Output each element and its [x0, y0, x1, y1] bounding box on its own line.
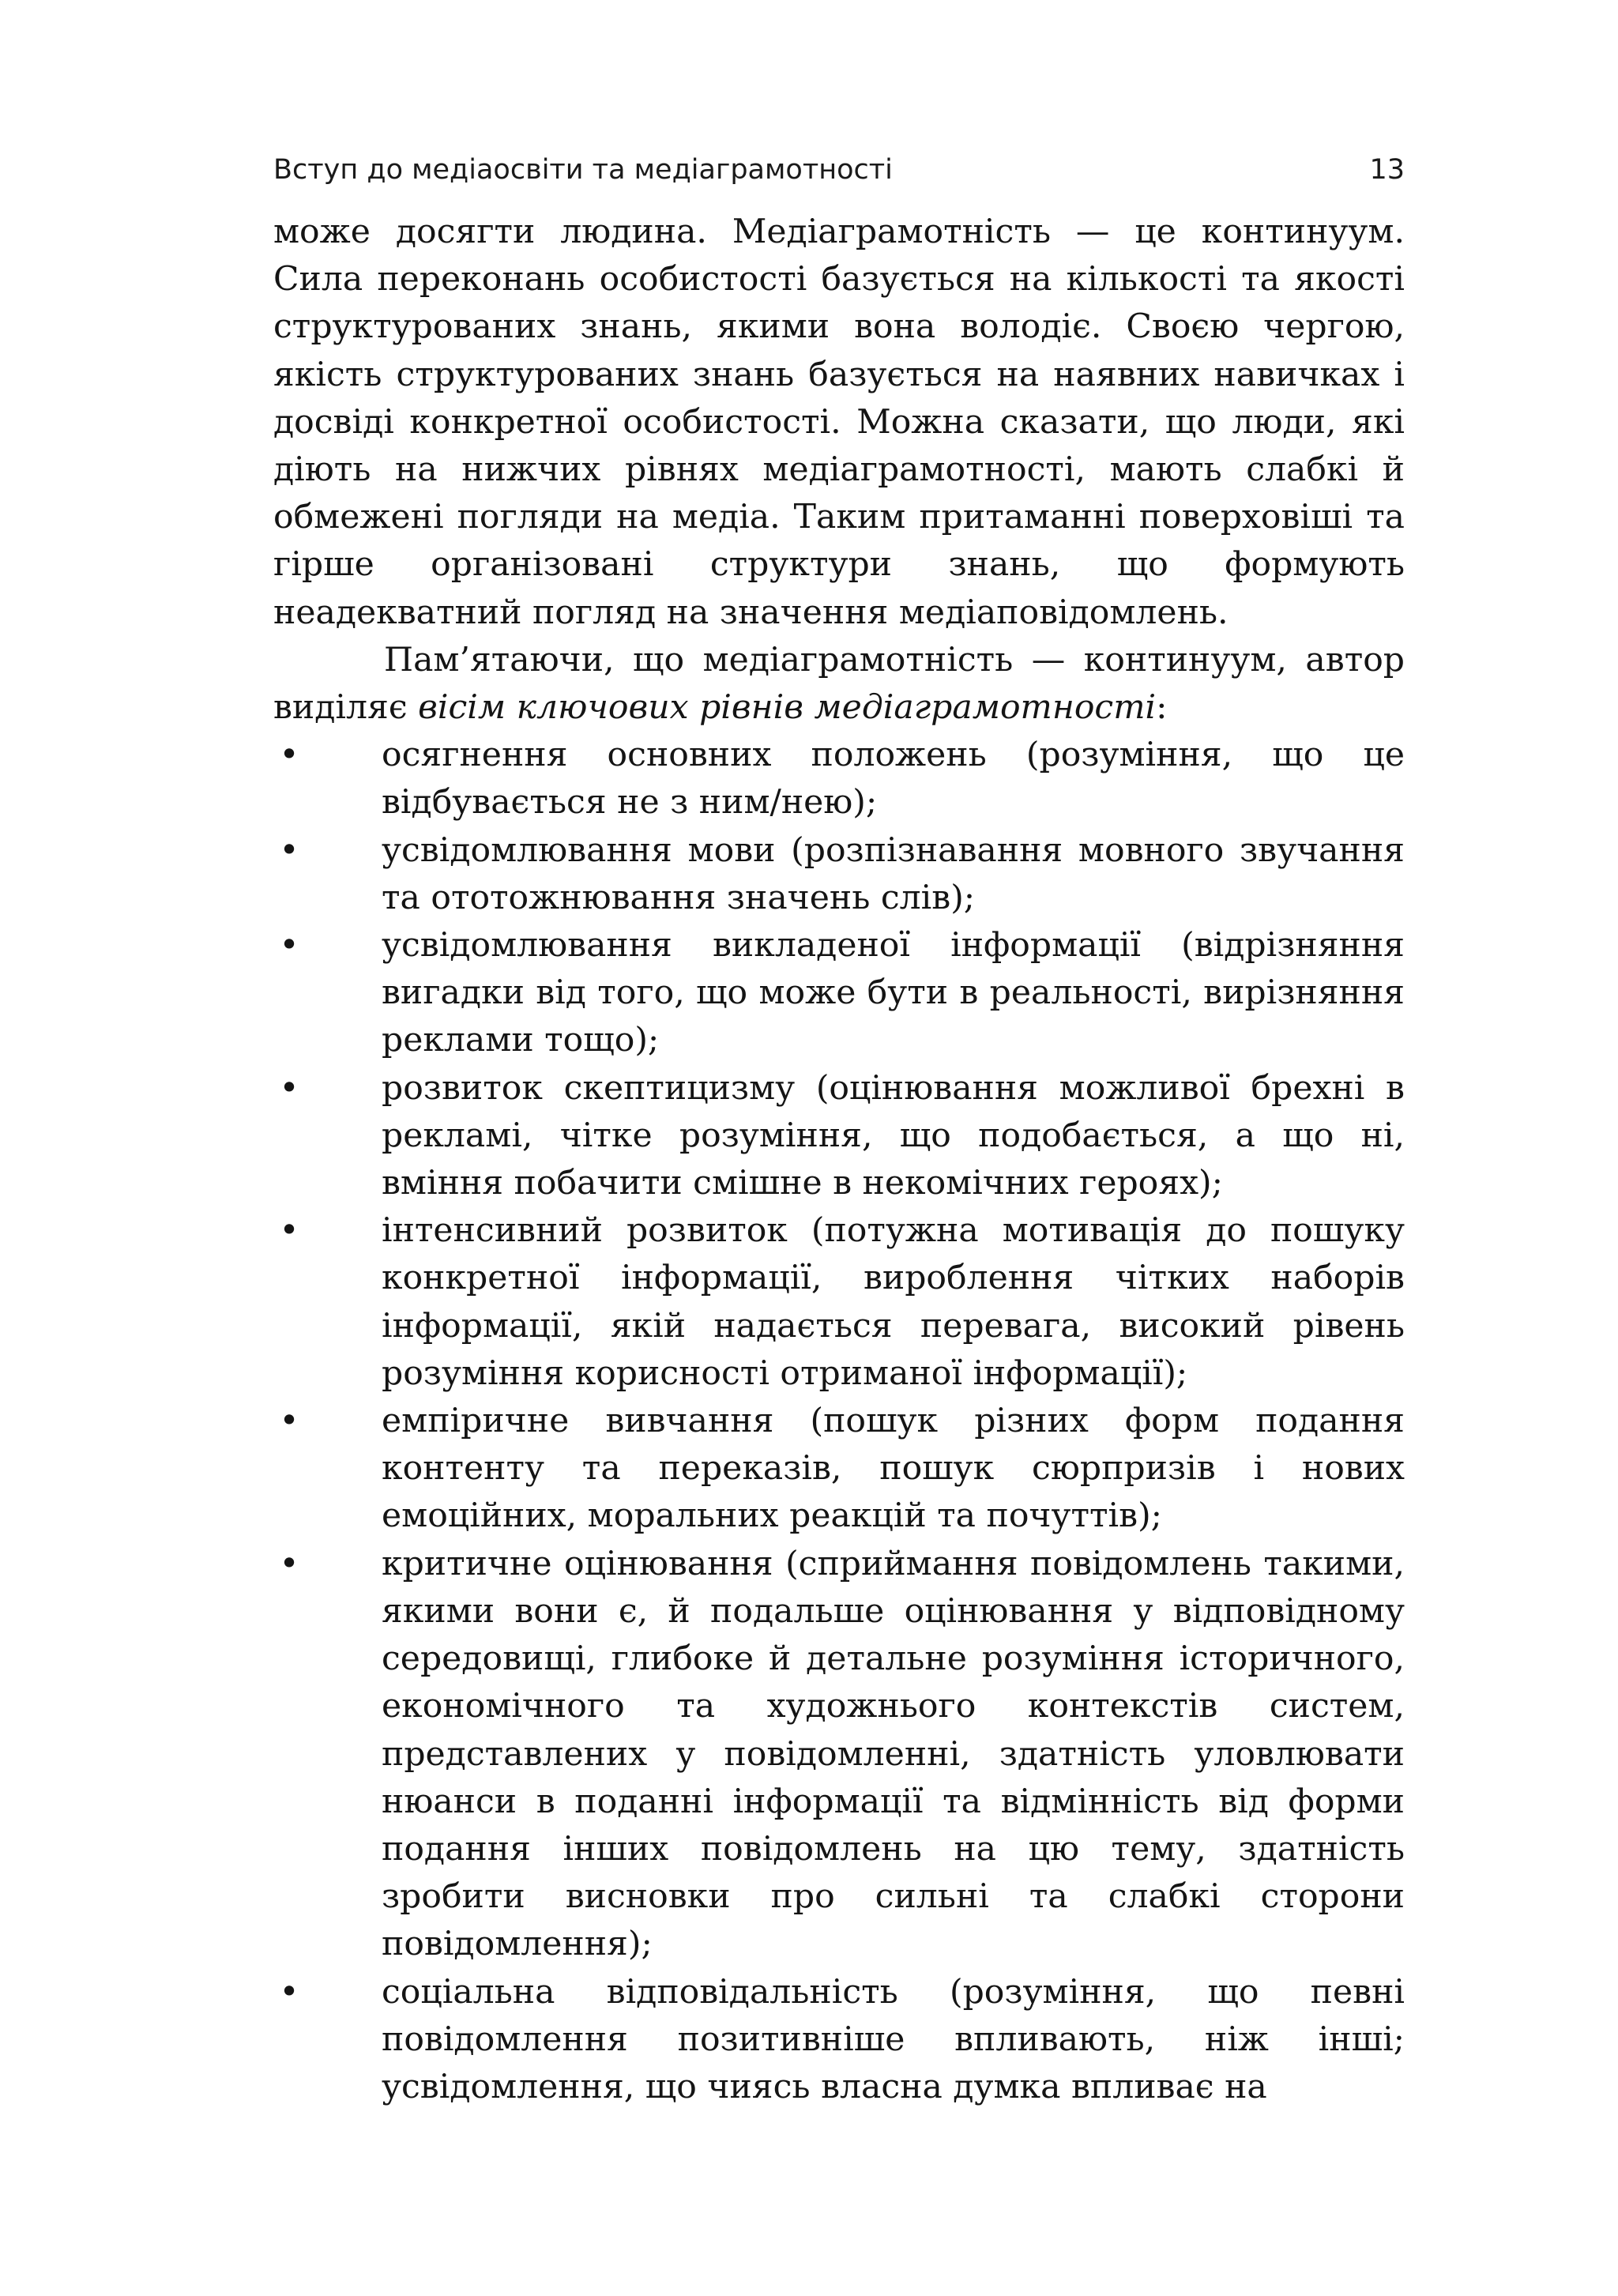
list-item: [273, 827, 1405, 922]
list-item: [273, 1207, 1405, 1398]
bullet-icon: •: [279, 1068, 299, 1108]
body-text: [273, 209, 1405, 2111]
list-item-text: усвідомлювання викладеної інформації (відрізняння вигадки від того, що може бути в реальності, вирізняння реклами тощо);: [382, 926, 1405, 1060]
bullet-icon: •: [279, 926, 299, 965]
chapter-title: Вступ до медіаосвіти та медіаграмотності: [273, 154, 893, 186]
intro-lead: Пам’ятаючи, що медіаграмотність — континуум, автор виділяє: [273, 640, 1405, 728]
list-item: [273, 1398, 1405, 1541]
levels-list: [273, 732, 1405, 2111]
list-item-text: розвиток скептицизму (оцінювання можливої брехні в рекламі, чітке розуміння, що подобається, а що ні, вміння побачити смішне в некомічних героях);: [382, 1068, 1405, 1203]
page-number: 13: [1369, 154, 1405, 186]
list-item-text: соціальна відповідальність (розуміння, що певні повідомлення позитивніше впливають, ніж інші; усвідомлення, що чиясь власна думка впливає на: [382, 1972, 1405, 2106]
list-item: [273, 1969, 1405, 2112]
list-item: [273, 732, 1405, 826]
bullet-icon: •: [279, 830, 299, 870]
list-item-text: емпіричне вивчання (пошук різних форм подання контенту та переказів, пошук сюрпризів і нових емоційних, моральних реакцій та почуттів);: [382, 1402, 1405, 1536]
intro-emphasis: вісім ключових рівнів медіаграмотності: [418, 688, 1157, 728]
list-item-text: інтенсивний розвиток (потужна мотивація до пошуку конкретної інформації, вироблення чітких наборів інформації, якій надається перевага, високий рівень розуміння корисності отриманої інформації);: [382, 1211, 1405, 1393]
list-item: [273, 922, 1405, 1065]
bullet-icon: •: [279, 1972, 299, 2012]
intro-paragraph: [273, 637, 1405, 732]
list-item-text: осягнення основних положень (розуміння, що це відбувається не з ним/нею);: [382, 736, 1405, 822]
running-header: [273, 150, 1405, 190]
intro-tail: :: [1156, 688, 1168, 728]
bullet-icon: •: [279, 1544, 299, 1583]
bullet-icon: •: [279, 736, 299, 775]
bullet-icon: •: [279, 1402, 299, 1441]
list-item-text: критичне оцінювання (сприймання повідомлень такими, якими вони є, й подальше оцінювання у відповідному середовищі, глибоке й детальне розуміння історичного, економічного та художнього контекстів систем, представлених у повідомленні, здатність уловлювати нюанси в поданні інформації та відмінність від форми подання інших повідомлень на цю тему, здатність зробити висновки про сильні та слабкі сторони повідомлення);: [382, 1544, 1405, 1964]
list-item-text: усвідомлювання мови (розпізнавання мовного звучання та ототожнювання значень слів);: [382, 830, 1405, 917]
bullet-icon: •: [279, 1211, 299, 1251]
list-item: [273, 1065, 1405, 1208]
paragraph: може досягти людина. Медіаграмотність — це континуум. Сила переконань особистості базується на кількості та якості структурованих знань, якими вона володіє. Своєю чергою, якість структурованих знань базується на наявних навичках і досвіді конкретної особистості. Можна сказати, що люди, які діють на нижчих рівнях медіаграмотності, мають слабкі й обмежені погляди на медіа. Таким притаманні поверховіші та гірше організовані структури знань, що формують неадекватний погляд на значення медіаповідомлень.: [273, 213, 1405, 632]
list-item: [273, 1541, 1405, 1969]
